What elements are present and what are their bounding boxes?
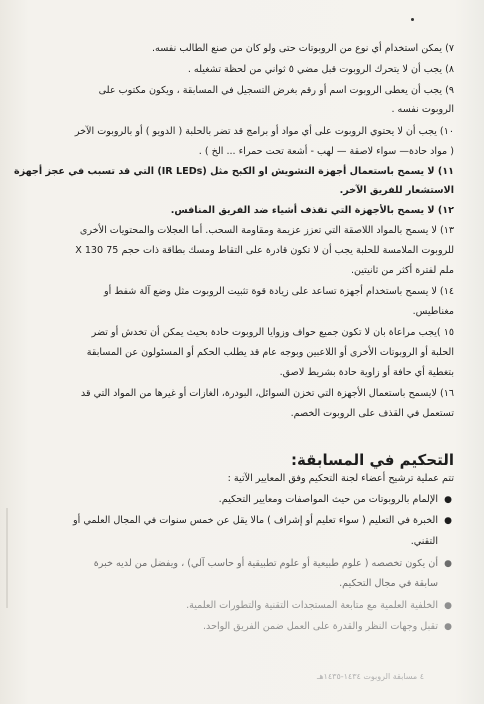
bullet-icon: ●: [444, 495, 452, 505]
rule-11-cont: الاستشعار للفريق الآخر.: [339, 185, 454, 196]
criterion-3: أن يكون تخصصه ( علوم طبيعية أو علوم تطبيقية أو حاسب آلي) ، ويفضل من لديه خبرة: [93, 558, 438, 569]
rule-8: ٨) يجب أن لا يتحرك الروبوت قبل مضي ٥ ثواني من لحظة تشغيله .: [187, 64, 454, 75]
criterion-2: الخبرة في التعليم ( سواء تعليم أو إشراف ) مالا يقل عن خمس سنوات في المجال العلمي أو: [73, 515, 438, 526]
rule-7: ٧) يمكن استخدام أي نوع من الروبوتات حتى ولو كان من صنع الطالب نفسه.: [152, 43, 454, 54]
bullet-icon: ●: [444, 516, 452, 526]
criterion-5: تقبل وجهات النظر والقدرة على العمل ضمن الفريق الواحد.: [203, 621, 438, 632]
rule-16-cont: تستعمل في القذف على الروبوت الخصم.: [290, 408, 454, 419]
judging-intro: تتم عملية ترشيح أعضاء لجنة التحكيم وفق المعايير الآتية :: [227, 473, 454, 484]
rule-11: ١١) لا يسمح باستعمال أجهزة التشويش او الكبح مثل (IR LEDs) التي قد تسبب في عجز أجهزة: [13, 166, 454, 177]
rule-10: ١٠) يجب أن لا يحتوي الروبوت على أي مواد أو برامج قد تضر بالحلبة ( الدويو ) أو بالروبوت الآخر: [74, 126, 454, 137]
scan-edge: [6, 508, 8, 608]
judging-heading: التحكيم في المسابقة:: [290, 451, 454, 469]
bullet-icon: ●: [444, 622, 452, 632]
criterion-2-cont: التقني.: [410, 536, 438, 547]
rule-13-cont-2: ملم لفترة أكثر من ثانيتين.: [350, 265, 454, 276]
rule-13: ١٣) لا يسمح بالمواد اللاصقة التي تعزز عزيمة ومقاومة السحب. أما العجلات والمحتويات الأخرى: [79, 225, 454, 236]
criterion-3-cont: سابقة في مجال التحكيم.: [339, 578, 438, 589]
rule-13-cont: للروبوت الملامسة للحلبة يجب أن لا تكون قادرة على التقاط ومسك بطاقة ذات حجم 75 X 130: [75, 245, 454, 256]
rule-14-cont: مغناطيس.: [412, 306, 454, 317]
rule-15: ١٥ )يجب مراعاة بان لا تكون جميع حواف وزوايا الروبوت حادة بحيث يمكن أن تخدش أو تضر: [91, 327, 454, 338]
rule-10-cont: ( مواد حادة— سواء لاصقة — لهب - أشعة تحت حمراء ... الخ ) .: [198, 146, 454, 157]
bullet-icon: ●: [444, 559, 452, 569]
rule-12: ١٢) لا يسمح بالأجهزة التي تقذف أشياء ضد الفريق المنافس.: [170, 205, 454, 216]
page-footer: ٤ مسابقة الروبوت ١٤٣٤-١٤٣٥هـ: [316, 672, 424, 681]
criterion-1: الإلمام بالروبوتات من حيث المواصفات ومعايير التحكيم.: [218, 494, 438, 505]
bullet-icon: ●: [444, 601, 452, 611]
rule-15-cont: الحلبة أو الروبوتات الأخرى أو اللاعبين وبوجه عام قد يطلب الحكم أو المسئولون عن المسابقة: [86, 347, 454, 358]
rule-9-cont: الروبوت نفسه .: [391, 104, 454, 115]
page-mark: [411, 18, 414, 21]
criterion-4: الخلفية العلمية مع متابعة المستجدات التقنية والتطورات العلمية.: [186, 600, 438, 611]
rule-14: ١٤) لا يسمح باستخدام أجهزة تساعد على زيادة قوة تثبيت الروبوت مثل وضع آلة شفط أو: [103, 286, 454, 297]
rule-15-cont-2: بتغطية أي حافة أو زاوية حادة بشريط لاصق.: [279, 367, 454, 378]
rule-16: ١٦) لايسمح باستعمال الأجهزة التي تخزن السوائل، البودرة، الغازات أو غيرها من المواد التي قد: [80, 388, 454, 399]
rule-9: ٩) يجب أن يعطى الروبوت اسم أو رقم بغرض التسجيل في المسابقة ، ويكون مكتوب على: [98, 85, 454, 96]
